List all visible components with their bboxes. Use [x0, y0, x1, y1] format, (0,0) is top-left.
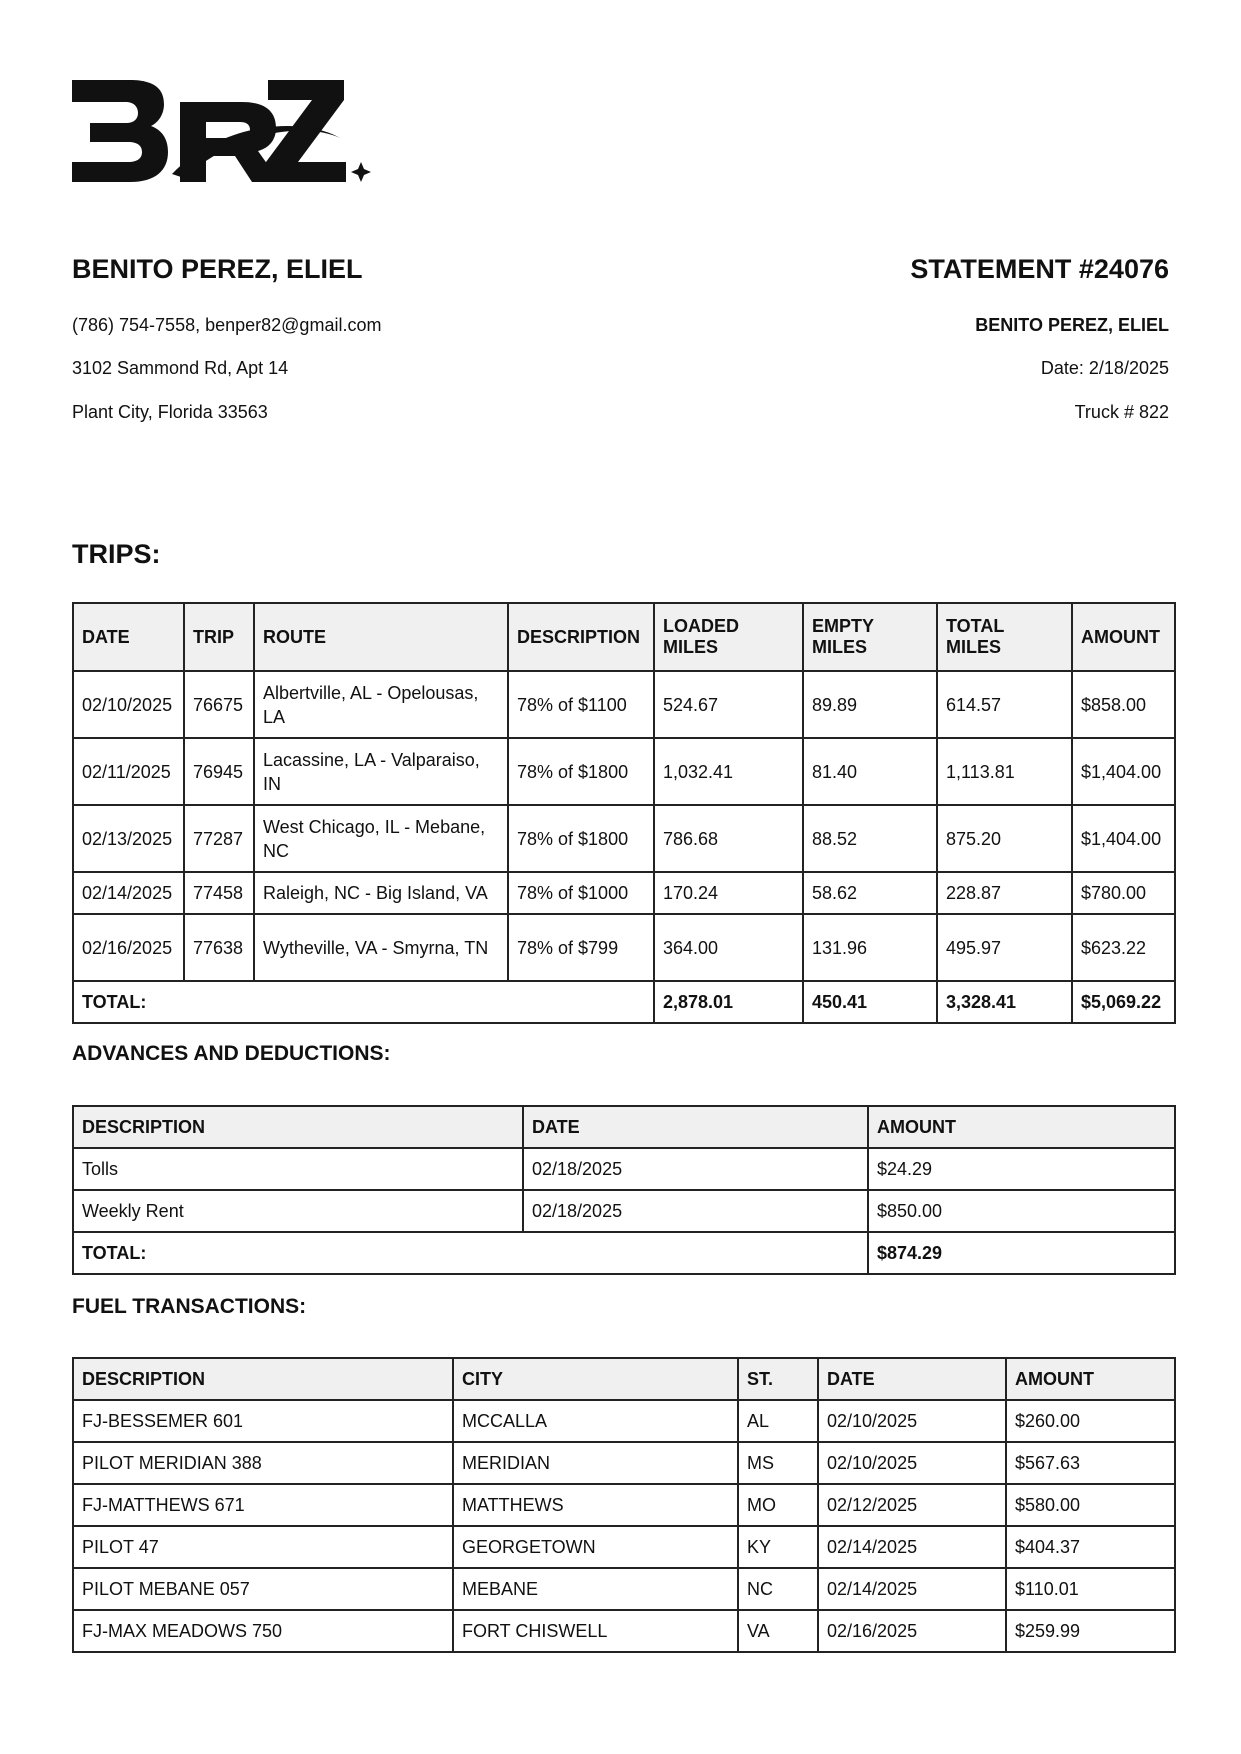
table-cell: Raleigh, NC - Big Island, VA [254, 872, 508, 914]
statement-name: BENITO PEREZ, ELIEL [975, 315, 1169, 335]
table-cell: 78% of $799 [508, 914, 654, 981]
table-cell: PILOT MERIDIAN 388 [73, 1442, 453, 1484]
table-cell: MO [738, 1484, 818, 1526]
table-cell: $858.00 [1072, 671, 1175, 738]
table-row [73, 1484, 1175, 1526]
table-cell: 77638 [184, 914, 254, 981]
table-cell: MATTHEWS [453, 1484, 738, 1526]
table-cell: $850.00 [868, 1190, 1175, 1232]
table-cell: 614.57 [937, 671, 1072, 738]
company-logo [72, 78, 382, 190]
total-amount: $874.29 [868, 1232, 1175, 1274]
table-cell: NC [738, 1568, 818, 1610]
table-row [73, 872, 1175, 914]
table-cell: 76945 [184, 738, 254, 805]
table-cell: 02/18/2025 [523, 1190, 868, 1232]
col-header: TRIP [184, 603, 254, 671]
col-header: DESCRIPTION [508, 603, 654, 671]
table-cell: FJ-BESSEMER 601 [73, 1400, 453, 1442]
table-cell: 02/12/2025 [818, 1484, 1006, 1526]
trips-table [72, 602, 1176, 1024]
table-cell: MEBANE [453, 1568, 738, 1610]
table-cell: 88.52 [803, 805, 937, 872]
col-header: DATE [73, 603, 184, 671]
trips-header-row [73, 603, 1175, 671]
table-row [73, 1148, 1175, 1190]
table-cell: MERIDIAN [453, 1442, 738, 1484]
table-cell: 786.68 [654, 805, 803, 872]
col-header: AMOUNT [868, 1106, 1175, 1148]
col-header: AMOUNT [1072, 603, 1175, 671]
table-row [73, 671, 1175, 738]
col-header: DESCRIPTION [73, 1106, 523, 1148]
total-empty-miles: 450.41 [803, 981, 937, 1023]
table-row [73, 1400, 1175, 1442]
table-cell: FJ-MATTHEWS 671 [73, 1484, 453, 1526]
table-cell: 02/16/2025 [73, 914, 184, 981]
table-row [73, 1568, 1175, 1610]
table-cell: 58.62 [803, 872, 937, 914]
col-header: DESCRIPTION [73, 1358, 453, 1400]
table-row [73, 738, 1175, 805]
table-cell: 02/10/2025 [818, 1442, 1006, 1484]
table-cell: 1,032.41 [654, 738, 803, 805]
table-cell: 1,113.81 [937, 738, 1072, 805]
col-header: ST. [738, 1358, 818, 1400]
table-row [73, 805, 1175, 872]
client-address-line1: 3102 Sammond Rd, Apt 14 [72, 358, 289, 378]
table-cell: 77287 [184, 805, 254, 872]
col-header: CITY [453, 1358, 738, 1400]
table-cell: 02/10/2025 [818, 1400, 1006, 1442]
table-cell: AL [738, 1400, 818, 1442]
table-cell: FORT CHISWELL [453, 1610, 738, 1652]
table-cell: 02/14/2025 [818, 1568, 1006, 1610]
total-amount: $5,069.22 [1072, 981, 1175, 1023]
table-row [73, 1190, 1175, 1232]
table-cell: Tolls [73, 1148, 523, 1190]
table-cell: 76675 [184, 671, 254, 738]
total-label: TOTAL: [73, 981, 654, 1023]
table-cell: 89.89 [803, 671, 937, 738]
table-cell: PILOT MEBANE 057 [73, 1568, 453, 1610]
table-cell: Albertville, AL - Opelousas, LA [254, 671, 508, 738]
table-cell: 875.20 [937, 805, 1072, 872]
client-name: BENITO PEREZ, ELIEL [72, 254, 363, 284]
table-cell: $24.29 [868, 1148, 1175, 1190]
table-cell: $110.01 [1006, 1568, 1175, 1610]
table-cell: Lacassine, LA - Valparaiso, IN [254, 738, 508, 805]
client-address-line2: Plant City, Florida 33563 [72, 402, 268, 422]
table-cell: 131.96 [803, 914, 937, 981]
table-cell: 364.00 [654, 914, 803, 981]
table-cell: $1,404.00 [1072, 805, 1175, 872]
table-cell: 77458 [184, 872, 254, 914]
statement-title: STATEMENT #24076 [910, 254, 1169, 284]
table-cell: VA [738, 1610, 818, 1652]
table-cell: 02/10/2025 [73, 671, 184, 738]
table-cell: 78% of $1000 [508, 872, 654, 914]
table-row [73, 1442, 1175, 1484]
trips-heading: TRIPS: [72, 539, 161, 569]
table-cell: Wytheville, VA - Smyrna, TN [254, 914, 508, 981]
table-cell: $260.00 [1006, 1400, 1175, 1442]
table-cell: 02/13/2025 [73, 805, 184, 872]
table-cell: 02/14/2025 [818, 1526, 1006, 1568]
total-label: TOTAL: [73, 1232, 868, 1274]
table-cell: 02/18/2025 [523, 1148, 868, 1190]
col-header: DATE [818, 1358, 1006, 1400]
table-row [73, 1610, 1175, 1652]
table-cell: PILOT 47 [73, 1526, 453, 1568]
total-loaded-miles: 2,878.01 [654, 981, 803, 1023]
advances-table [72, 1105, 1176, 1275]
table-cell: $567.63 [1006, 1442, 1175, 1484]
table-cell: 78% of $1800 [508, 805, 654, 872]
trips-total-row [73, 981, 1175, 1023]
table-cell: 02/16/2025 [818, 1610, 1006, 1652]
table-cell: $580.00 [1006, 1484, 1175, 1526]
table-cell: MS [738, 1442, 818, 1484]
table-cell: $1,404.00 [1072, 738, 1175, 805]
table-cell: West Chicago, IL - Mebane, NC [254, 805, 508, 872]
col-header: TOTAL MILES [937, 603, 1072, 671]
table-cell: Weekly Rent [73, 1190, 523, 1232]
table-cell: MCCALLA [453, 1400, 738, 1442]
table-cell: $259.99 [1006, 1610, 1175, 1652]
table-cell: 524.67 [654, 671, 803, 738]
table-cell: 78% of $1100 [508, 671, 654, 738]
fuel-heading: FUEL TRANSACTIONS: [72, 1295, 307, 1318]
table-row [73, 1526, 1175, 1568]
table-cell: 02/11/2025 [73, 738, 184, 805]
table-row [73, 914, 1175, 981]
table-cell: 78% of $1800 [508, 738, 654, 805]
table-cell: $623.22 [1072, 914, 1175, 981]
statement-date: Date: 2/18/2025 [1040, 358, 1169, 378]
table-cell: FJ-MAX MEADOWS 750 [73, 1610, 453, 1652]
col-header: EMPTY MILES [803, 603, 937, 671]
col-header: ROUTE [254, 603, 508, 671]
table-cell: 170.24 [654, 872, 803, 914]
advances-heading: ADVANCES AND DEDUCTIONS: [72, 1042, 391, 1065]
total-miles: 3,328.41 [937, 981, 1072, 1023]
table-cell: 228.87 [937, 872, 1072, 914]
client-contact: (786) 754-7558, benper82@gmail.com [72, 315, 382, 335]
advances-header-row [73, 1106, 1175, 1148]
table-cell: KY [738, 1526, 818, 1568]
statement-truck: Truck # 822 [1074, 402, 1169, 422]
table-cell: 02/14/2025 [73, 872, 184, 914]
table-cell: $780.00 [1072, 872, 1175, 914]
table-cell: 81.40 [803, 738, 937, 805]
table-cell: 495.97 [937, 914, 1072, 981]
col-header: DATE [523, 1106, 868, 1148]
col-header: AMOUNT [1006, 1358, 1175, 1400]
table-cell: GEORGETOWN [453, 1526, 738, 1568]
table-cell: $404.37 [1006, 1526, 1175, 1568]
advances-total-row [73, 1232, 1175, 1274]
col-header: LOADED MILES [654, 603, 803, 671]
fuel-header-row [73, 1358, 1175, 1400]
fuel-table [72, 1357, 1176, 1653]
